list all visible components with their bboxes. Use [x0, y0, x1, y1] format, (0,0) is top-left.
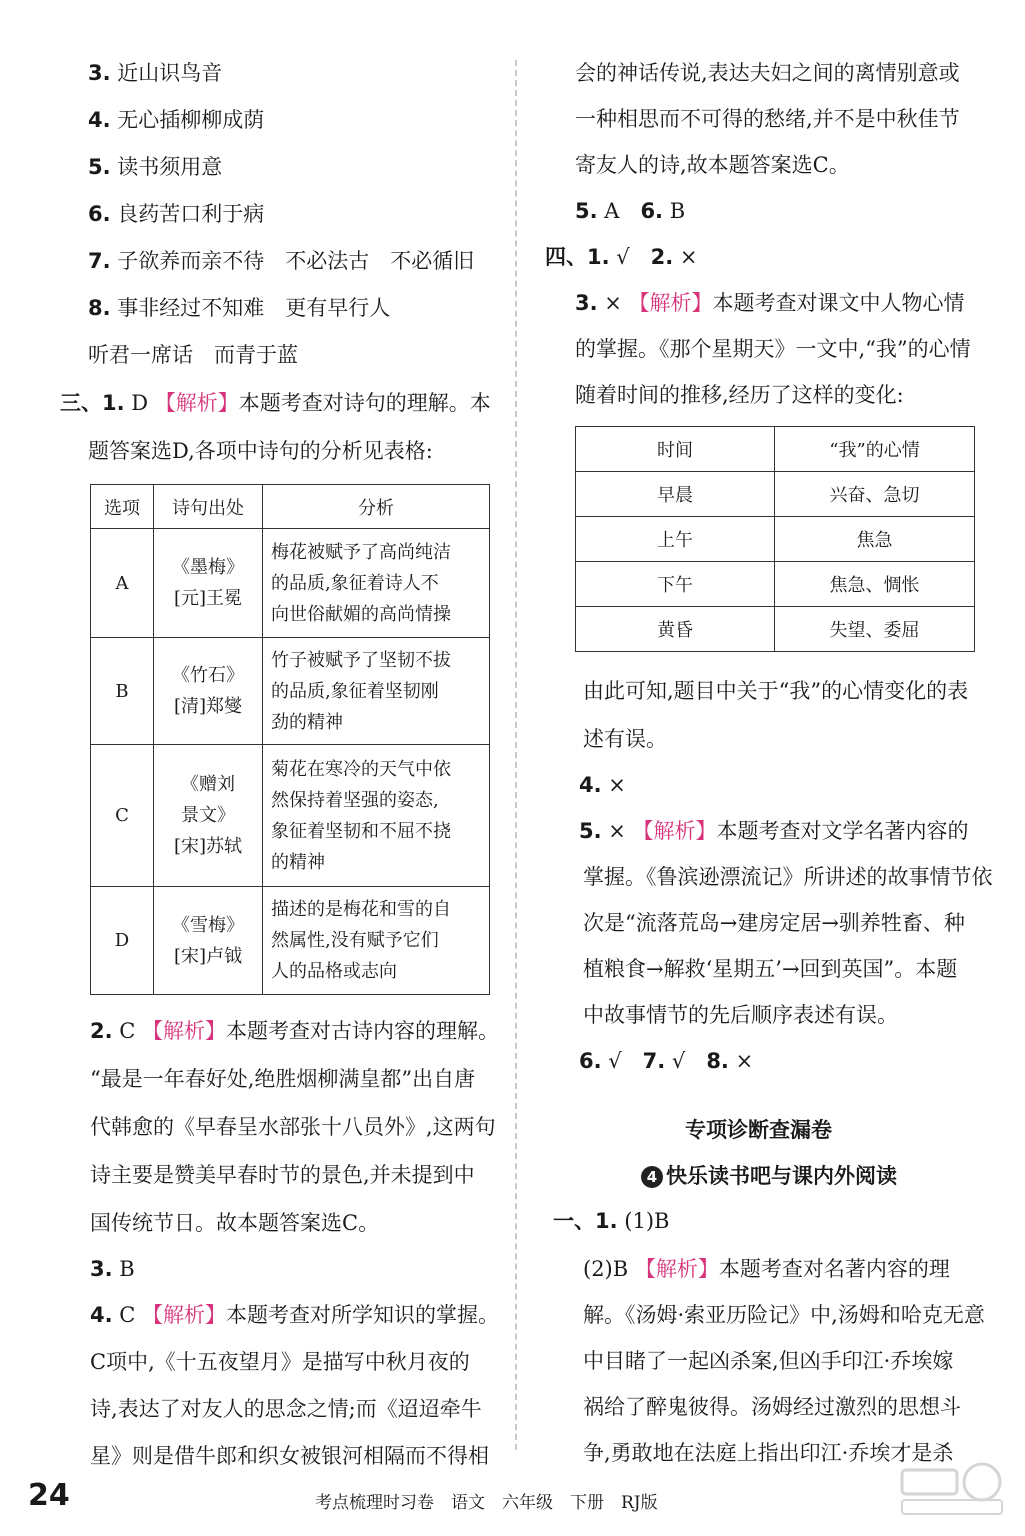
- mood-table: [575, 426, 975, 652]
- q56-line: 5. A 6. B: [575, 199, 686, 223]
- table-header: 分析: [263, 485, 490, 529]
- text-line: 的掌握。《那个星期天》一文中,“我”的心情: [575, 337, 971, 361]
- q4-line: 诗,表达了对友人的思念之情;而《迢迢牵牛: [90, 1397, 482, 1421]
- table-header: “我”的心情: [775, 427, 975, 472]
- answer-line: 3. 近山识鸟音: [88, 61, 223, 85]
- analysis-tag: 【解析】: [142, 1019, 227, 1043]
- analysis-tag: 【解析】: [154, 391, 239, 415]
- q2-line: 代韩愈的《早春呈水部张十八员外》,这两句: [90, 1115, 496, 1139]
- text-line: 解。《汤姆·索亚历险记》中,汤姆和哈克无意: [583, 1303, 985, 1327]
- table-row: 下午 焦急、惆怅: [576, 562, 975, 607]
- section1-q1b: (2)B 【解析】本题考查对名著内容的理: [583, 1257, 950, 1281]
- q4-line: 星》则是借牛郎和织女被银河相隔而不得相: [90, 1444, 489, 1468]
- table-header: 时间: [576, 427, 775, 472]
- answer-line: 7. 子欲养而亲不待 不必法古 不必循旧: [88, 249, 475, 273]
- text-line: 中目睹了一起凶杀案,但凶手印江·乔埃嫁: [583, 1349, 954, 1373]
- analysis-tag: 【解析】: [634, 1257, 719, 1281]
- q4-line: C项中,《十五夜望月》是描写中秋月夜的: [90, 1350, 470, 1374]
- q2-line: “最是一年春好处,绝胜烟柳满皇都”出自唐: [90, 1067, 476, 1091]
- section1-q1: 一、1. (1)B: [553, 1209, 670, 1233]
- section3-q1: 三、1. D 【解析】本题考查对诗句的理解。本: [60, 391, 491, 415]
- analysis-tag: 【解析】: [628, 291, 713, 315]
- footer-text: 考点梳理时习卷 语文 六年级 下册 RJ版: [315, 1493, 658, 1513]
- section3-q1-line2: 题答案选D,各项中诗句的分析见表格:: [88, 439, 433, 463]
- q3-line: 3. B: [90, 1257, 135, 1281]
- text-line: 植粮食→解救‘星期五’→回到英国”。本题: [583, 957, 958, 981]
- text-line: 祸给了醉鬼彼得。汤姆经过激烈的思想斗: [583, 1395, 961, 1419]
- table-row: 早晨 兴奋、急切: [576, 472, 975, 517]
- analysis-tag: 【解析】: [632, 819, 717, 843]
- text-line: 述有误。: [583, 727, 667, 751]
- table-row: 黄昏 失望、委屈: [576, 607, 975, 652]
- section4-q678: 6. √ 7. √ 8. ×: [579, 1049, 754, 1073]
- text-line: 中故事情节的先后顺序表述有误。: [583, 1003, 898, 1027]
- q2-line: 2. C 【解析】本题考查对古诗内容的理解。: [90, 1019, 500, 1043]
- watermark-logo-icon: [897, 1460, 1007, 1520]
- answer-line: 5. 读书须用意: [88, 155, 223, 179]
- q2-line: 诗主要是赞美早春时节的景色,并未提到中: [90, 1163, 475, 1187]
- section4-q5: 5. × 【解析】本题考查对文学名著内容的: [579, 819, 969, 843]
- table-row: B 《竹石》 [清]郑燮 竹子被赋予了坚韧不拔 的品质,象征着坚韧刚 劲的精神: [91, 638, 490, 745]
- q2-line: 国传统节日。故本题答案选C。: [90, 1211, 380, 1235]
- text-line: 次是“流落荒岛→建房定居→驯养牲畜、种: [583, 911, 965, 935]
- q4-line: 4. C 【解析】本题考查对所学知识的掌握。: [90, 1303, 500, 1327]
- column-divider: [515, 60, 517, 1450]
- answer-line: 6. 良药苦口利于病: [88, 202, 265, 226]
- poem-analysis-table: [90, 484, 490, 995]
- text-line: 由此可知,题目中关于“我”的心情变化的表: [583, 679, 969, 703]
- text-line: 随着时间的推移,经历了这样的变化:: [575, 383, 904, 407]
- section4-q3: 3. × 【解析】本题考查对课文中人物心情: [575, 291, 965, 315]
- table-header: 选项: [91, 485, 154, 529]
- section4-q12: 四、1. √ 2. ×: [545, 245, 698, 269]
- table-header: 诗句出处: [154, 485, 263, 529]
- analysis-tag: 【解析】: [142, 1303, 227, 1327]
- table-row: C 《赠刘 景文》 [宋]苏轼 菊花在寒冷的天气中依 然保持着坚强的姿态, 象征着坚韧和不屈不挠 的精神: [91, 745, 490, 887]
- section-subtitle: 4 快乐读书吧与课内外阅读: [641, 1160, 897, 1190]
- text-line: 争,勇敢地在法庭上指出印江·乔埃才是杀: [583, 1441, 954, 1465]
- answer-line: 8. 事非经过不知难 更有早行人: [88, 296, 391, 320]
- answer-line: 听君一席话 而青于蓝: [88, 343, 298, 367]
- section-title: 专项诊断查漏卷: [685, 1118, 832, 1142]
- section4-q4: 4. ×: [579, 773, 626, 797]
- table-row: 上午 焦急: [576, 517, 975, 562]
- table-row: D 《雪梅》 [宋]卢钺 描述的是梅花和雪的自 然属性,没有赋予它们 人的品格或志向: [91, 887, 490, 995]
- table-row: A 《墨梅》 [元]王冕 梅花被赋予了高尚纯洁 的品质,象征着诗人不 向世俗献媚的高尚情操: [91, 529, 490, 638]
- circled-number: 4: [641, 1166, 663, 1188]
- text-line: 寄友人的诗,故本题答案选C。: [575, 153, 850, 177]
- text-line: 会的神话传说,表达夫妇之间的离情别意或: [575, 61, 960, 85]
- table-row: [576, 427, 975, 472]
- text-line: 一种相思而不可得的愁绪,并不是中秋佳节: [575, 107, 960, 131]
- page-number: 24: [28, 1478, 70, 1513]
- answer-line: 4. 无心插柳柳成荫: [88, 108, 265, 132]
- text-line: 掌握。《鲁滨逊漂流记》所讲述的故事情节依: [583, 865, 993, 889]
